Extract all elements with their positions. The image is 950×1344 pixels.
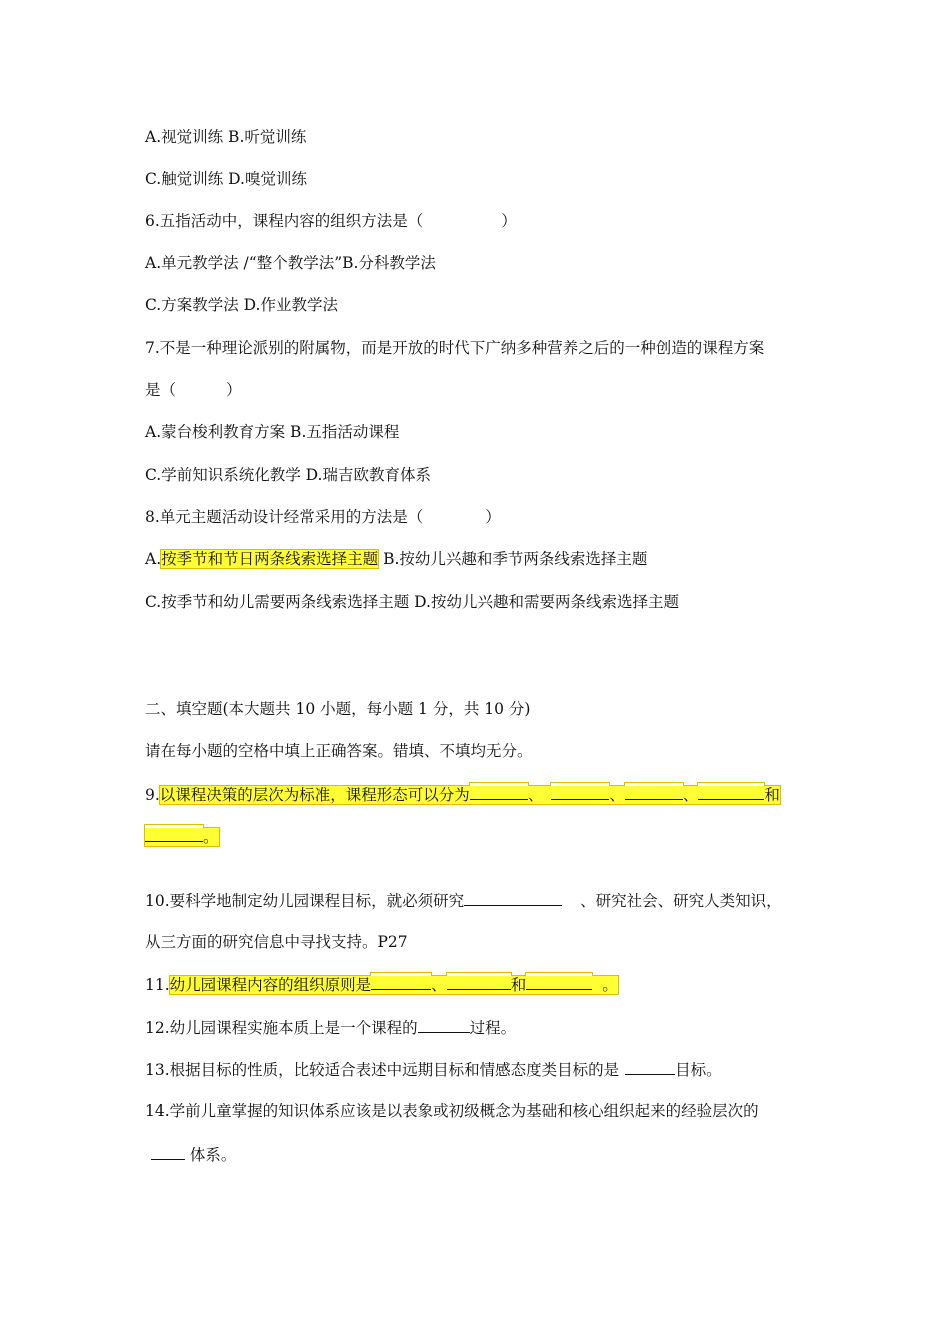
question-9-text: 以课程决策的层次为标准，课程形态可以分为 [159, 786, 470, 804]
q8-option-a-highlighted: 按季节和节日两条线索选择主题 [161, 550, 379, 568]
separator: 、 [609, 786, 625, 804]
question-14-cont [145, 1143, 236, 1165]
period: 。 [203, 828, 219, 846]
separator: 、 [682, 786, 699, 804]
question-9-cont [145, 825, 219, 847]
question-10 [145, 889, 782, 911]
question-14-rest: 体系。 [185, 1146, 237, 1164]
q8-option-b: B.按幼儿兴趣和季节两条线索选择主题 [378, 550, 648, 568]
question-8-close: ） [485, 508, 501, 526]
question-8 [145, 506, 501, 528]
separator: 、 [431, 976, 447, 994]
q8-options-cd: C.按季节和幼儿需要两条线索选择主题 D.按幼儿兴趣和需要两条线索选择主题 [145, 593, 679, 611]
section-2-instructions: 请在每小题的空格中填上正确答案。错填、不填均无分。 [145, 742, 533, 760]
blank-13-1 [625, 1058, 675, 1075]
word-and: 和 [510, 976, 527, 994]
blank-9-5 [145, 825, 203, 842]
question-9-prefix: 9. [145, 786, 160, 804]
question-6-text: 6.五指活动中，课程内容的组织方法是（ [145, 212, 424, 230]
q5-options-cd: C.触觉训练 D.嗅觉训练 [145, 170, 307, 188]
question-6 [145, 210, 517, 232]
question-12-text: 12.幼儿园课程实施本质上是一个课程的 [145, 1019, 418, 1037]
q6-options-ab: A.单元教学法 /“整个教学法”B.分科教学法 [145, 254, 436, 272]
question-13-text: 13.根据目标的性质，比较适合表述中远期目标和情感态度类目标的是 [145, 1061, 620, 1079]
blank-12-1 [418, 1016, 470, 1033]
question-10-cont: 从三方面的研究信息中寻找支持。P27 [145, 933, 408, 951]
question-9-cont-highlighted [145, 828, 219, 846]
q6-options-cd: C.方案教学法 D.作业教学法 [145, 296, 338, 314]
q5-options-ab: A.视觉训练 B.听觉训练 [145, 128, 307, 146]
question-7-cont [145, 379, 242, 401]
blank-9-4 [698, 783, 764, 800]
question-7: 7.不是一种理论派别的附属物，而是开放的时代下广纳多种营养之后的一种创造的课程方案 [145, 339, 765, 357]
question-12 [145, 1016, 516, 1038]
question-7-is: 是（ [145, 381, 177, 399]
blank-11-1 [371, 973, 431, 990]
question-13 [145, 1058, 722, 1080]
blank-9-1 [470, 783, 528, 800]
word-and: 和 [764, 786, 780, 804]
blank-11-3 [526, 973, 592, 990]
period: 。 [602, 976, 618, 994]
question-11-prefix: 11. [145, 976, 170, 994]
section-2-title: 二、填空题(本大题共 10 小题，每小题 1 分，共 10 分) [145, 700, 531, 718]
q8-option-a-prefix: A. [145, 550, 162, 568]
question-10-rest: 、研究社会、研究人类知识， [580, 892, 782, 910]
question-10-text: 10.要科学地制定幼儿园课程目标，就必须研究 [145, 892, 465, 910]
question-6-close: ） [501, 212, 517, 230]
question-14: 14.学前儿童掌握的知识体系应该是以表象或初级概念为基础和核心组织起来的经验层次的 [145, 1102, 759, 1120]
question-8-text: 8.单元主题活动设计经常采用的方法是（ [145, 508, 424, 526]
q7-options-cd: C.学前知识系统化教学 D.瑞吉欧教育体系 [145, 466, 431, 484]
question-9-highlighted [160, 786, 780, 804]
question-9 [145, 783, 780, 805]
question-7-close: ） [226, 381, 242, 399]
question-13-rest: 目标。 [675, 1061, 722, 1079]
question-12-rest: 过程。 [469, 1019, 517, 1037]
blank-9-2 [551, 783, 609, 800]
question-11-highlighted [170, 976, 618, 994]
question-11 [145, 973, 618, 995]
blank-14-1 [151, 1143, 185, 1160]
blank-9-3 [625, 783, 683, 800]
q8-options-ab [145, 548, 647, 570]
q7-options-ab: A.蒙台梭利教育方案 B.五指活动课程 [145, 423, 400, 441]
blank-10-1 [464, 889, 562, 906]
blank-11-2 [447, 973, 511, 990]
separator: 、 [527, 786, 544, 804]
question-11-text: 幼儿园课程内容的组织原则是 [169, 976, 372, 994]
